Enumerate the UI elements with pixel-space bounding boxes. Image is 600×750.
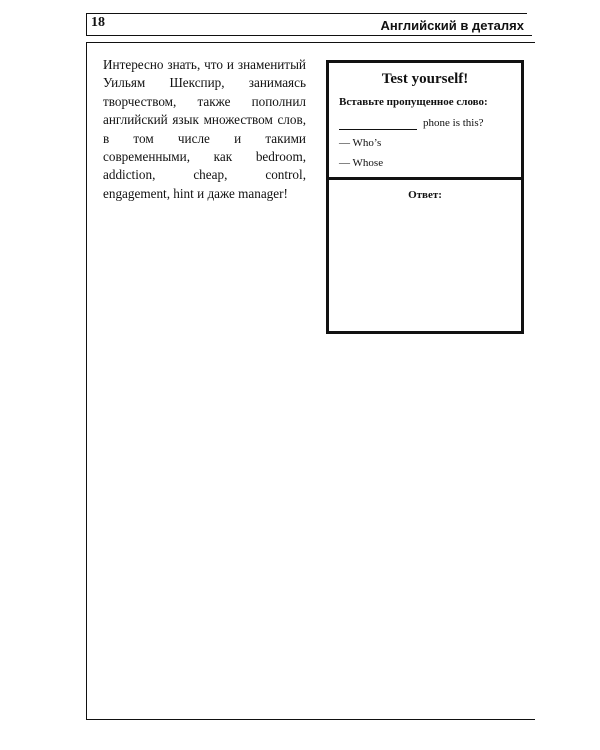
- running-head: Английский в деталях: [380, 18, 524, 33]
- answer-label: Ответ:: [408, 189, 442, 201]
- answer-blank: [339, 117, 417, 130]
- header-rule: [86, 35, 532, 36]
- option-whos: — Who’s: [339, 137, 382, 149]
- test-question: [339, 117, 484, 130]
- option-whose: — Whose: [339, 157, 384, 169]
- test-instruction: Вставьте пропущенное слово:: [339, 96, 488, 108]
- body-paragraph: Интересно знать, что и знаменитый Уильям Шекспир, занимаясь творчеством, также пополнил английский язык множеством слов, в том числе и такими современными, как bedroom, addiction, cheap, control, engagement, hint и даже manager!: [103, 57, 306, 201]
- test-yourself-box: [326, 60, 524, 334]
- test-title: Test yourself!: [381, 71, 469, 87]
- test-question-section: [329, 63, 521, 180]
- question-text: phone is this?: [423, 117, 484, 129]
- page-number: 18: [91, 15, 105, 30]
